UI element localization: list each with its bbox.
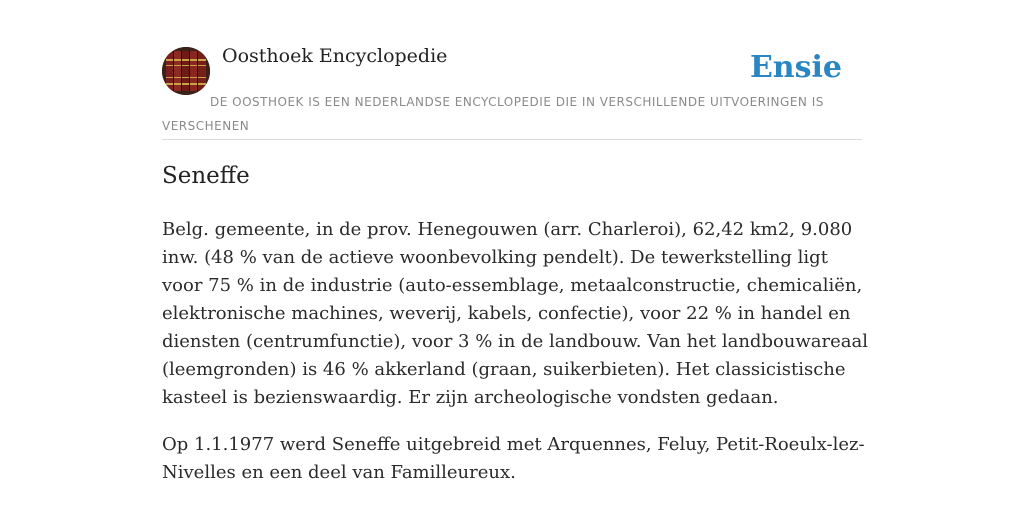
brand-logo[interactable]: Ensie — [749, 50, 842, 85]
book-spines-icon — [162, 47, 210, 95]
article-paragraph: Belg. gemeente, in de prov. Henegouwen (arr. Charleroi), 62,42 km2, 9.080 inw. (48 % van de actieve woonbevolking pendelt). De tewerkstelling ligt voor 75 % in de industrie (auto-essemblage, metaalconstructie, chemicaliën, elektronische machines, weverij, kabels, confectie), voor 22 % in handel en diensten (centrumfunctie), voor 3 % in de landbouw. Van het landbouwareaal (leemgronden) is 46 % akkerland (graan, suikerbieten). Het classicistische kasteel is bezienswaardig. Er zijn archeologische vondsten gedaan. — [162, 219, 869, 408]
site-header — [162, 0, 862, 140]
source-name-link[interactable]: Oosthoek Encyclopedie — [222, 45, 448, 67]
article-body — [162, 216, 872, 506]
source-tagline: DE OOSTHOEK IS EEN NEDERLANDSE ENCYCLOPEDIE DIE IN VERSCHILLENDE UITVOERINGEN IS VERSCHENEN — [162, 95, 824, 133]
source-avatar[interactable] — [162, 47, 210, 95]
article-paragraph: Op 1.1.1977 werd Seneffe uitgebreid met Arquennes, Feluy, Petit-Roeulx-lez-Nivelles en een deel van Familleureux. — [162, 434, 865, 483]
article-title: Seneffe — [162, 163, 250, 189]
